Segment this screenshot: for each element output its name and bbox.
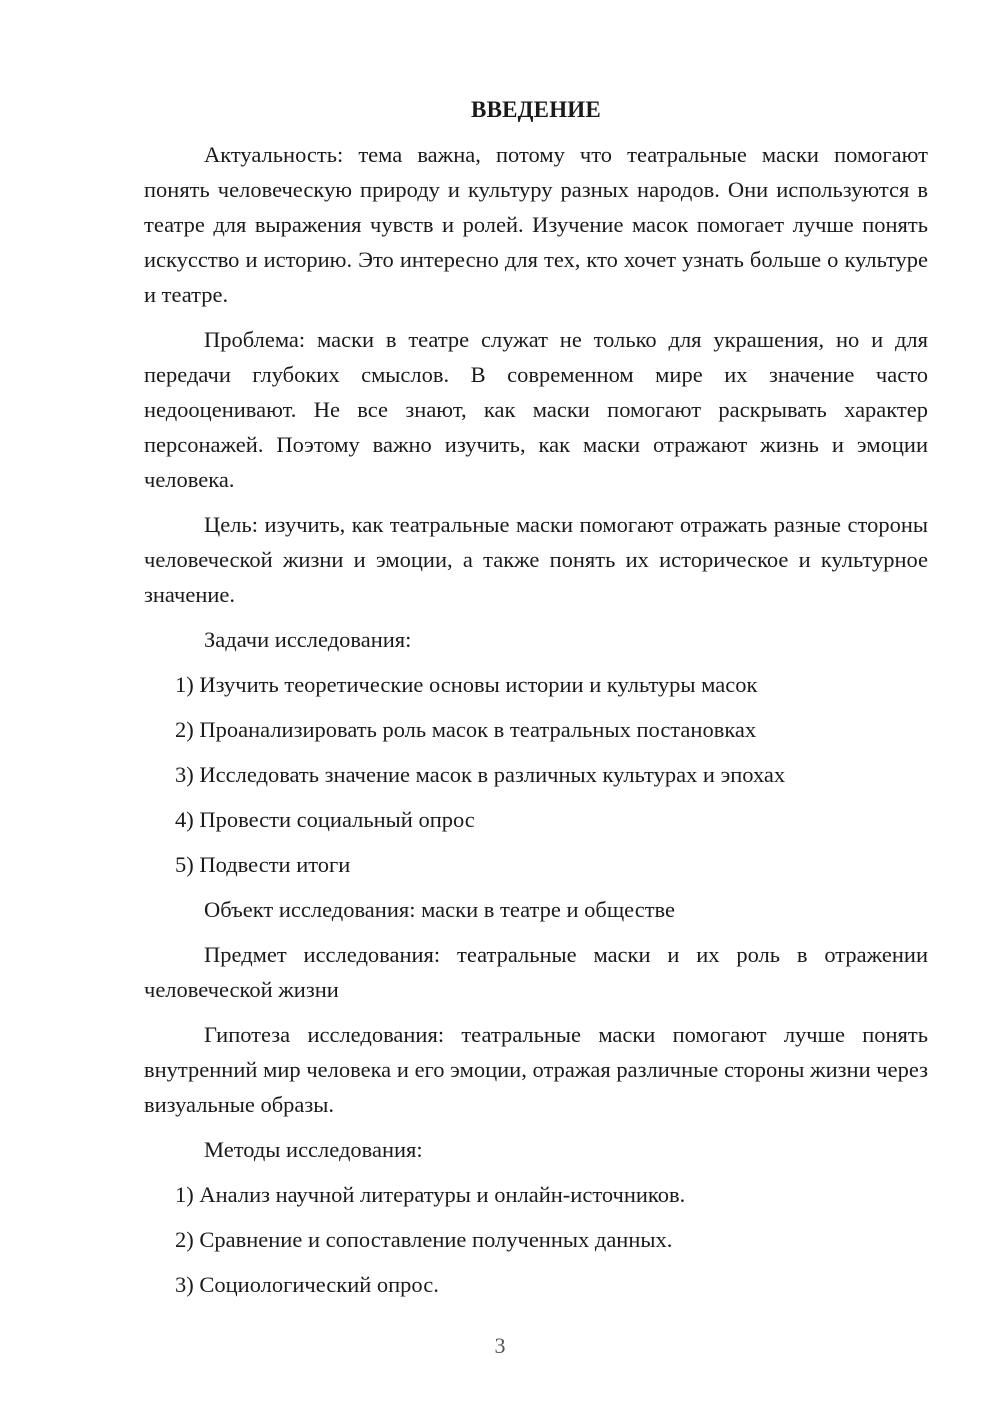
object-paragraph: Объект исследования: маски в театре и обществе [204,897,676,922]
method-item-2: 2) Сравнение и сопоставление полученных данных. [175,1227,673,1252]
task-item-4: 4) Провести социальный опрос [175,807,475,832]
goal-paragraph: Цель: изучить, как театральные маски помогают отражать разные стороны человеческой жизни и эмоции, а также понять их историческое и культурное значение. [144,512,928,607]
methods-heading: Методы исследования: [204,1137,423,1162]
method-item-3: 3) Социологический опрос. [175,1272,439,1297]
hypothesis-paragraph: Гипотеза исследования: театральные маски помогают лучше понять внутренний мир человека и его эмоции, отражая различные стороны жизни через визуальные образы. [144,1022,928,1117]
problem-paragraph: Проблема: маски в театре служат не только для украшения, но и для передачи глубоких смыслов. В современном мире их значение часто недооценивают. Не все знают, как маски помогают раскрывать характер персонажей. Поэтому важно изучить, как маски отражают жизнь и эмоции человека. [144,327,928,492]
subject-paragraph: Предмет исследования: театральные маски и их роль в отражении человеческой жизни [144,942,928,1002]
task-item-3: 3) Исследовать значение масок в различных культурах и эпохах [175,762,786,787]
tasks-heading: Задачи исследования: [204,627,412,652]
page-title: ВВЕДЕНИЕ [471,97,601,122]
task-item-5: 5) Подвести итоги [175,852,351,877]
document-page [144,95,928,1312]
page-number: 3 [494,1333,506,1358]
task-item-2: 2) Проанализировать роль масок в театральных постановках [175,717,757,742]
task-item-1: 1) Изучить теоретические основы истории и культуры масок [175,672,758,697]
method-item-1: 1) Анализ научной литературы и онлайн-источников. [175,1182,686,1207]
relevance-paragraph: Актуальность: тема важна, потому что театральные маски помогают понять человеческую природу и культуру разных народов. Они используются в театре для выражения чувств и ролей. Изучение масок помогает лучше понять искусство и историю. Это интересно для тех, кто хочет узнать больше о культуре и театре. [144,142,928,307]
